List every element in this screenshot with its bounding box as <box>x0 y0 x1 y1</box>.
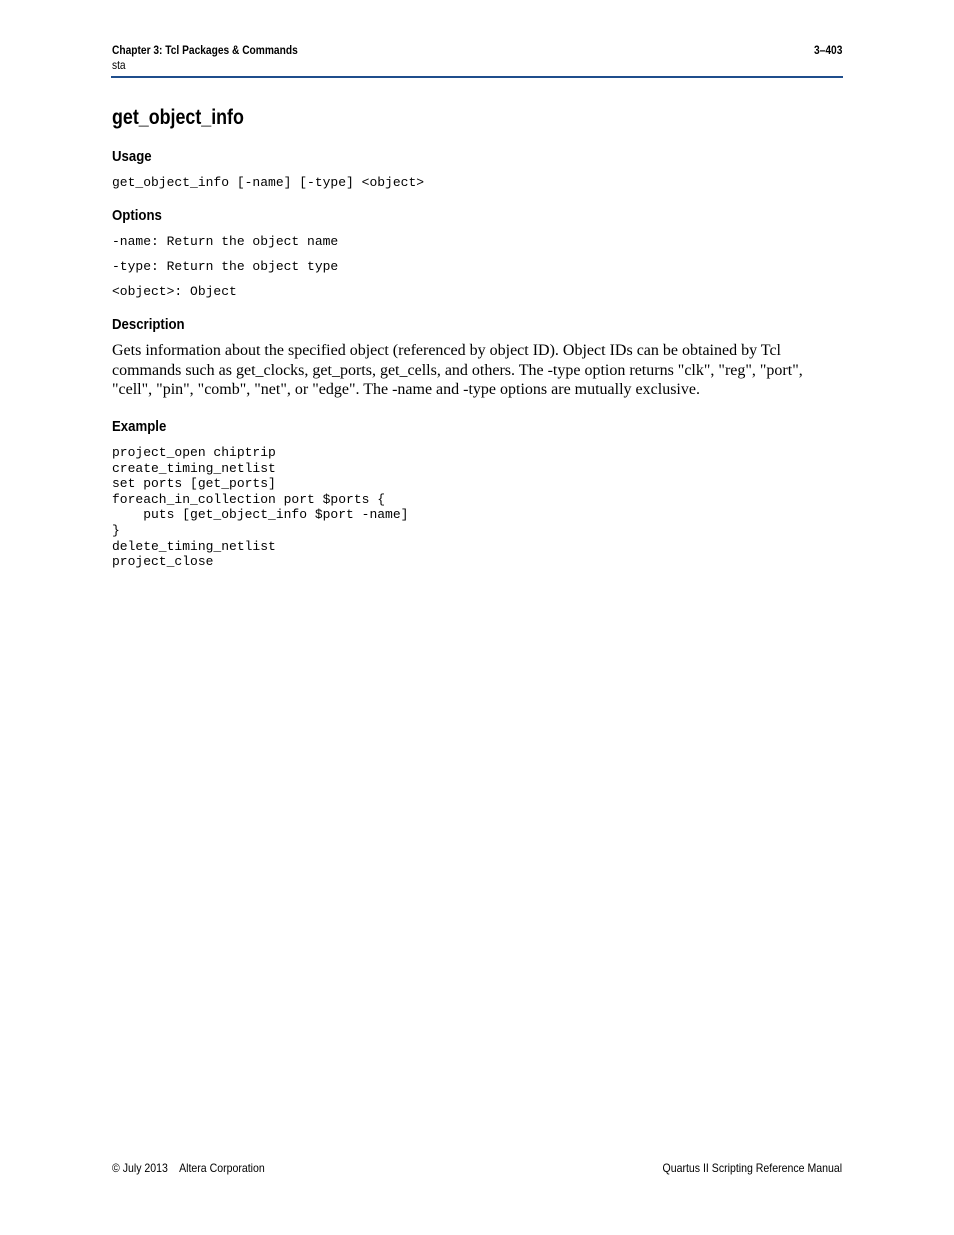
footer-manual-title: Quartus II Scripting Reference Manual <box>662 1161 842 1175</box>
option-item: <object>: Object <box>112 284 237 299</box>
option-item: -name: Return the object name <box>112 234 339 249</box>
example-code: project_open chiptrip create_timing_netlist set ports [get_ports] foreach_in_collection port $ports { puts [get_object_info $port -name] } delete_timing_netlist project_close <box>112 445 409 570</box>
header-rule <box>111 76 843 78</box>
footer-copyright: © July 2013 Altera Corporation <box>112 1161 265 1175</box>
page-number: 3–403 <box>813 43 842 57</box>
option-item: -type: Return the object type <box>112 259 339 274</box>
usage-syntax: get_object_info [-name] [-type] <object> <box>112 175 425 190</box>
usage-heading: Usage <box>112 148 152 165</box>
description-text: Gets information about the specified object (referenced by object ID). Object IDs can be obtained by Tcl commands such as get_clocks, get_ports, get_cells, and others. The -type option returns "clk", "reg", "port", "cell", "pin", "comb", "net", or "edge". The -name and -type options are mutually exclusive. <box>112 342 803 398</box>
section-name: sta <box>112 58 126 72</box>
description-heading: Description <box>112 316 185 333</box>
chapter-title: Chapter 3: Tcl Packages & Commands <box>112 43 298 57</box>
example-heading: Example <box>112 418 167 435</box>
options-heading: Options <box>112 207 162 224</box>
page-title: get_object_info <box>112 106 244 129</box>
running-header <box>112 43 331 73</box>
